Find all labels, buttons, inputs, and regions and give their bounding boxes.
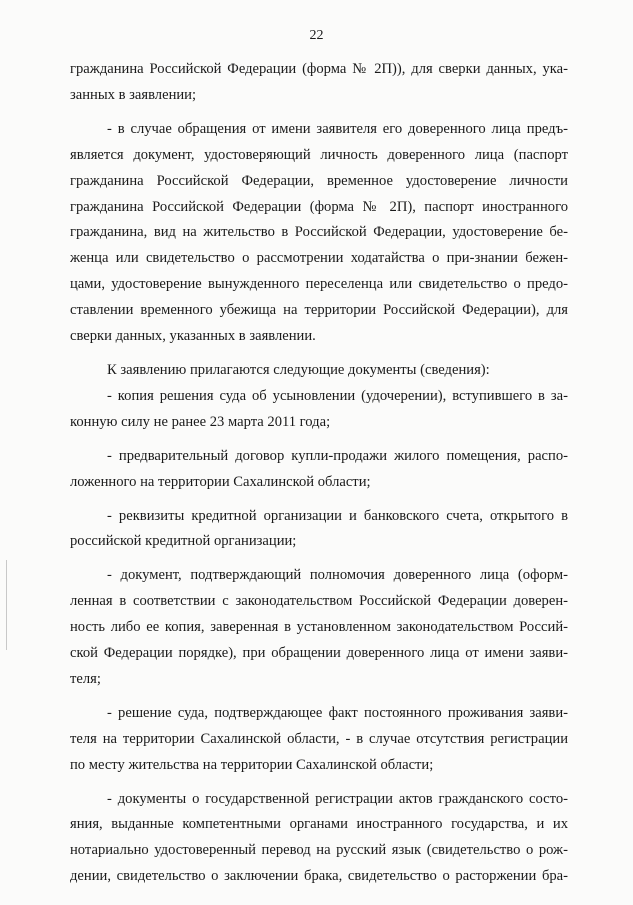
text-line: ность либо ее копия, заверенная в установленном законодательством Россий- bbox=[70, 619, 568, 636]
text-line: К заявлению прилагаются следующие документы (сведения): bbox=[107, 361, 490, 378]
text-line: теля на территории Сахалинской области, - в случае отсутствия регистрации bbox=[70, 730, 568, 747]
text-line: сверки данных, указанных в заявлении. bbox=[70, 328, 316, 345]
text-line: - документы о государственной регистрации актов гражданского состо- bbox=[107, 790, 568, 807]
text-line: занных в заявлении; bbox=[70, 86, 197, 103]
text-line: является документ, удостоверяющий личность доверенного лица (паспорт bbox=[70, 146, 568, 163]
text-line: - копия решения суда об усыновлении (удочерении), вступившего в за- bbox=[107, 387, 568, 404]
text-line: по месту жительства на территории Сахалинской области; bbox=[70, 756, 434, 773]
text-line: женца или свидетельство о рассмотрении ходатайства о при-знании бежен- bbox=[70, 250, 568, 267]
text-line: теля; bbox=[70, 670, 101, 687]
text-line: ской Федерации порядке), при обращении доверенного лица от имени заяви- bbox=[70, 645, 568, 662]
text-line: яния, выданные компетентными органами иностранного государства, и их bbox=[70, 816, 568, 833]
body-text bbox=[70, 57, 568, 890]
text-line: гражданина Российской Федерации, временное удостоверение личности bbox=[70, 172, 568, 189]
text-line: нотариально удостоверенный перевод на русский язык (свидетельство о рож- bbox=[70, 842, 568, 859]
text-line: ставлении временного убежища на территории Российской Федерации), для bbox=[70, 302, 568, 319]
text-line: ложенного на территории Сахалинской области; bbox=[70, 473, 371, 490]
text-line: - в случае обращения от имени заявителя его доверенного лица предъ- bbox=[107, 120, 568, 137]
scan-edge-mark bbox=[6, 560, 7, 650]
text-line: российской кредитной организации; bbox=[70, 533, 297, 550]
text-line: гражданина Российской Федерации (форма № 2П), паспорт иностранного bbox=[70, 198, 568, 215]
text-line: гражданина, вид на жительство в Российской Федерации, удостоверение бе- bbox=[70, 224, 568, 241]
text-line: гражданина Российской Федерации (форма № 2П)), для сверки данных, ука- bbox=[70, 61, 568, 77]
text-line: конную силу не ранее 23 марта 2011 года; bbox=[70, 413, 331, 430]
text-line: - решение суда, подтверждающее факт постоянного проживания заяви- bbox=[107, 704, 568, 721]
text-line: - предварительный договор купли-продажи жилого помещения, распо- bbox=[107, 447, 568, 464]
text-line: - документ, подтверждающий полномочия доверенного лица (оформ- bbox=[107, 567, 568, 584]
text-line: дении, свидетельство о заключении брака, свидетельство о расторжении бра- bbox=[70, 868, 568, 885]
text-line: - реквизиты кредитной организации и банковского счета, открытого в bbox=[107, 507, 568, 524]
text-line: цами, удостоверение вынужденного переселенца или свидетельство о предо- bbox=[70, 276, 568, 293]
text-line: ленная в соответствии с законодательством Российской Федерации доверен- bbox=[70, 593, 568, 610]
page-number: 22 bbox=[309, 28, 324, 43]
